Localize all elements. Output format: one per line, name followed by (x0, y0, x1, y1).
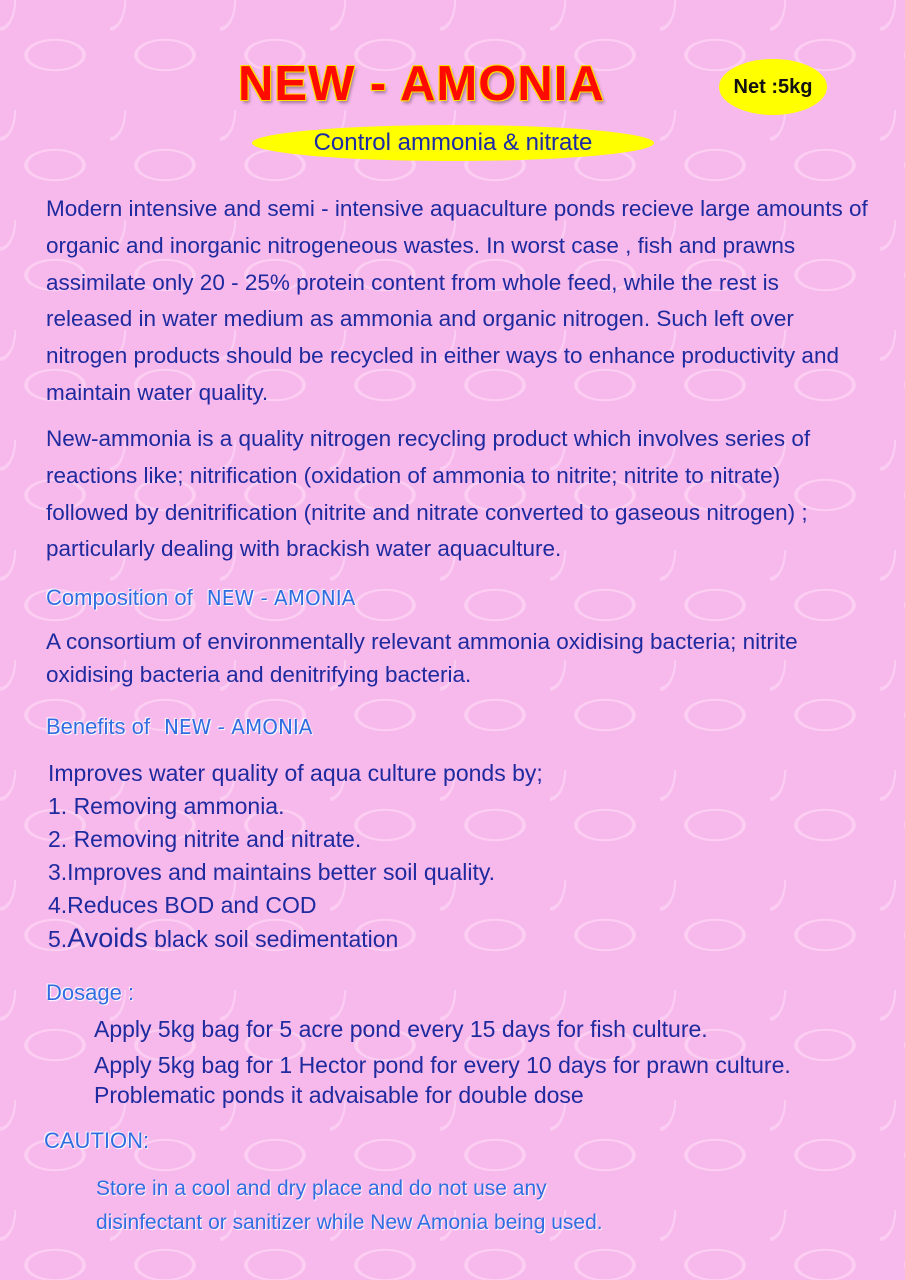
composition-line: oxidising bacteria and denitrifying bacteria. (46, 662, 472, 687)
dosage-list (94, 1011, 791, 1113)
dosage-line: Apply 5kg bag for 1 Hector pond for every 10 days for prawn culture. (94, 1052, 791, 1078)
intro-line: organic and inorganic nitrogeneous wastes. In worst case , fish and prawns (46, 232, 796, 258)
intro-line: assimilate only 20 - 25% protein content from whole feed, while the rest is (46, 269, 779, 295)
benefit-item-number: 5. (48, 926, 68, 952)
intro-line: Modern intensive and semi - intensive aquaculture ponds recieve large amounts of (46, 196, 868, 221)
about-line: reactions like; nitrification (oxidation of ammonia to nitrite; nitrite to nitrate) (46, 462, 781, 488)
benefits-list (48, 757, 543, 956)
benefit-item: 2. Removing nitrite and nitrate. (48, 826, 362, 852)
composition-heading-label: Composition of (46, 585, 193, 610)
benefit-item: 3.Improves and maintains better soil quality. (48, 859, 496, 885)
about-line: New-ammonia is a quality nitrogen recycling product which involves series of (46, 426, 811, 451)
about-line: particularly dealing with brackish water aquaculture. (46, 536, 562, 562)
benefit-item-emphasis: Avoids (67, 923, 148, 953)
intro-paragraph (46, 191, 868, 412)
composition-heading (46, 585, 355, 611)
benefit-item-rest: black soil sedimentation (147, 926, 399, 952)
caution-heading: CAUTION: (44, 1128, 150, 1153)
benefits-heading-label: Benefits of (46, 714, 150, 739)
subtitle-badge: Control ammonia & nitrate (252, 125, 654, 161)
benefits-intro: Improves water quality of aqua culture ponds by; (48, 760, 543, 786)
caution-line: Store in a cool and dry place and do not use any (96, 1177, 547, 1200)
benefits-product-name: NEW - AMONIA (163, 715, 313, 739)
dosage-line: Problematic ponds it advaisable for double dose (94, 1082, 584, 1108)
about-line: followed by denitrification (nitrite and nitrate converted to gaseous nitrogen) ; (46, 499, 808, 525)
caution-line: disinfectant or sanitizer while New Amonia being used. (96, 1211, 603, 1234)
composition-product-name: NEW - AMONIA (206, 586, 356, 610)
intro-line: maintain water quality. (46, 379, 269, 405)
intro-line: released in water medium as ammonia and organic nitrogen. Such left over (46, 306, 794, 332)
benefits-heading (46, 714, 312, 740)
dosage-heading: Dosage : (46, 980, 135, 1005)
benefit-item (48, 922, 543, 956)
benefit-item: 1. Removing ammonia. (48, 793, 285, 819)
dosage-line: Apply 5kg bag for 5 acre pond every 15 days for fish culture. (94, 1016, 708, 1042)
composition-paragraph (46, 625, 798, 691)
intro-line: nitrogen products should be recycled in either ways to enhance productivity and (46, 343, 839, 369)
composition-line: A consortium of environmentally relevant ammonia oxidising bacteria; nitrite (46, 629, 798, 654)
net-weight-badge: Net :5kg (719, 59, 827, 115)
benefit-item: 4.Reduces BOD and COD (48, 892, 317, 918)
product-title: NEW - AMONIA (238, 57, 605, 111)
about-paragraph (46, 421, 810, 568)
caution-text (96, 1172, 603, 1240)
